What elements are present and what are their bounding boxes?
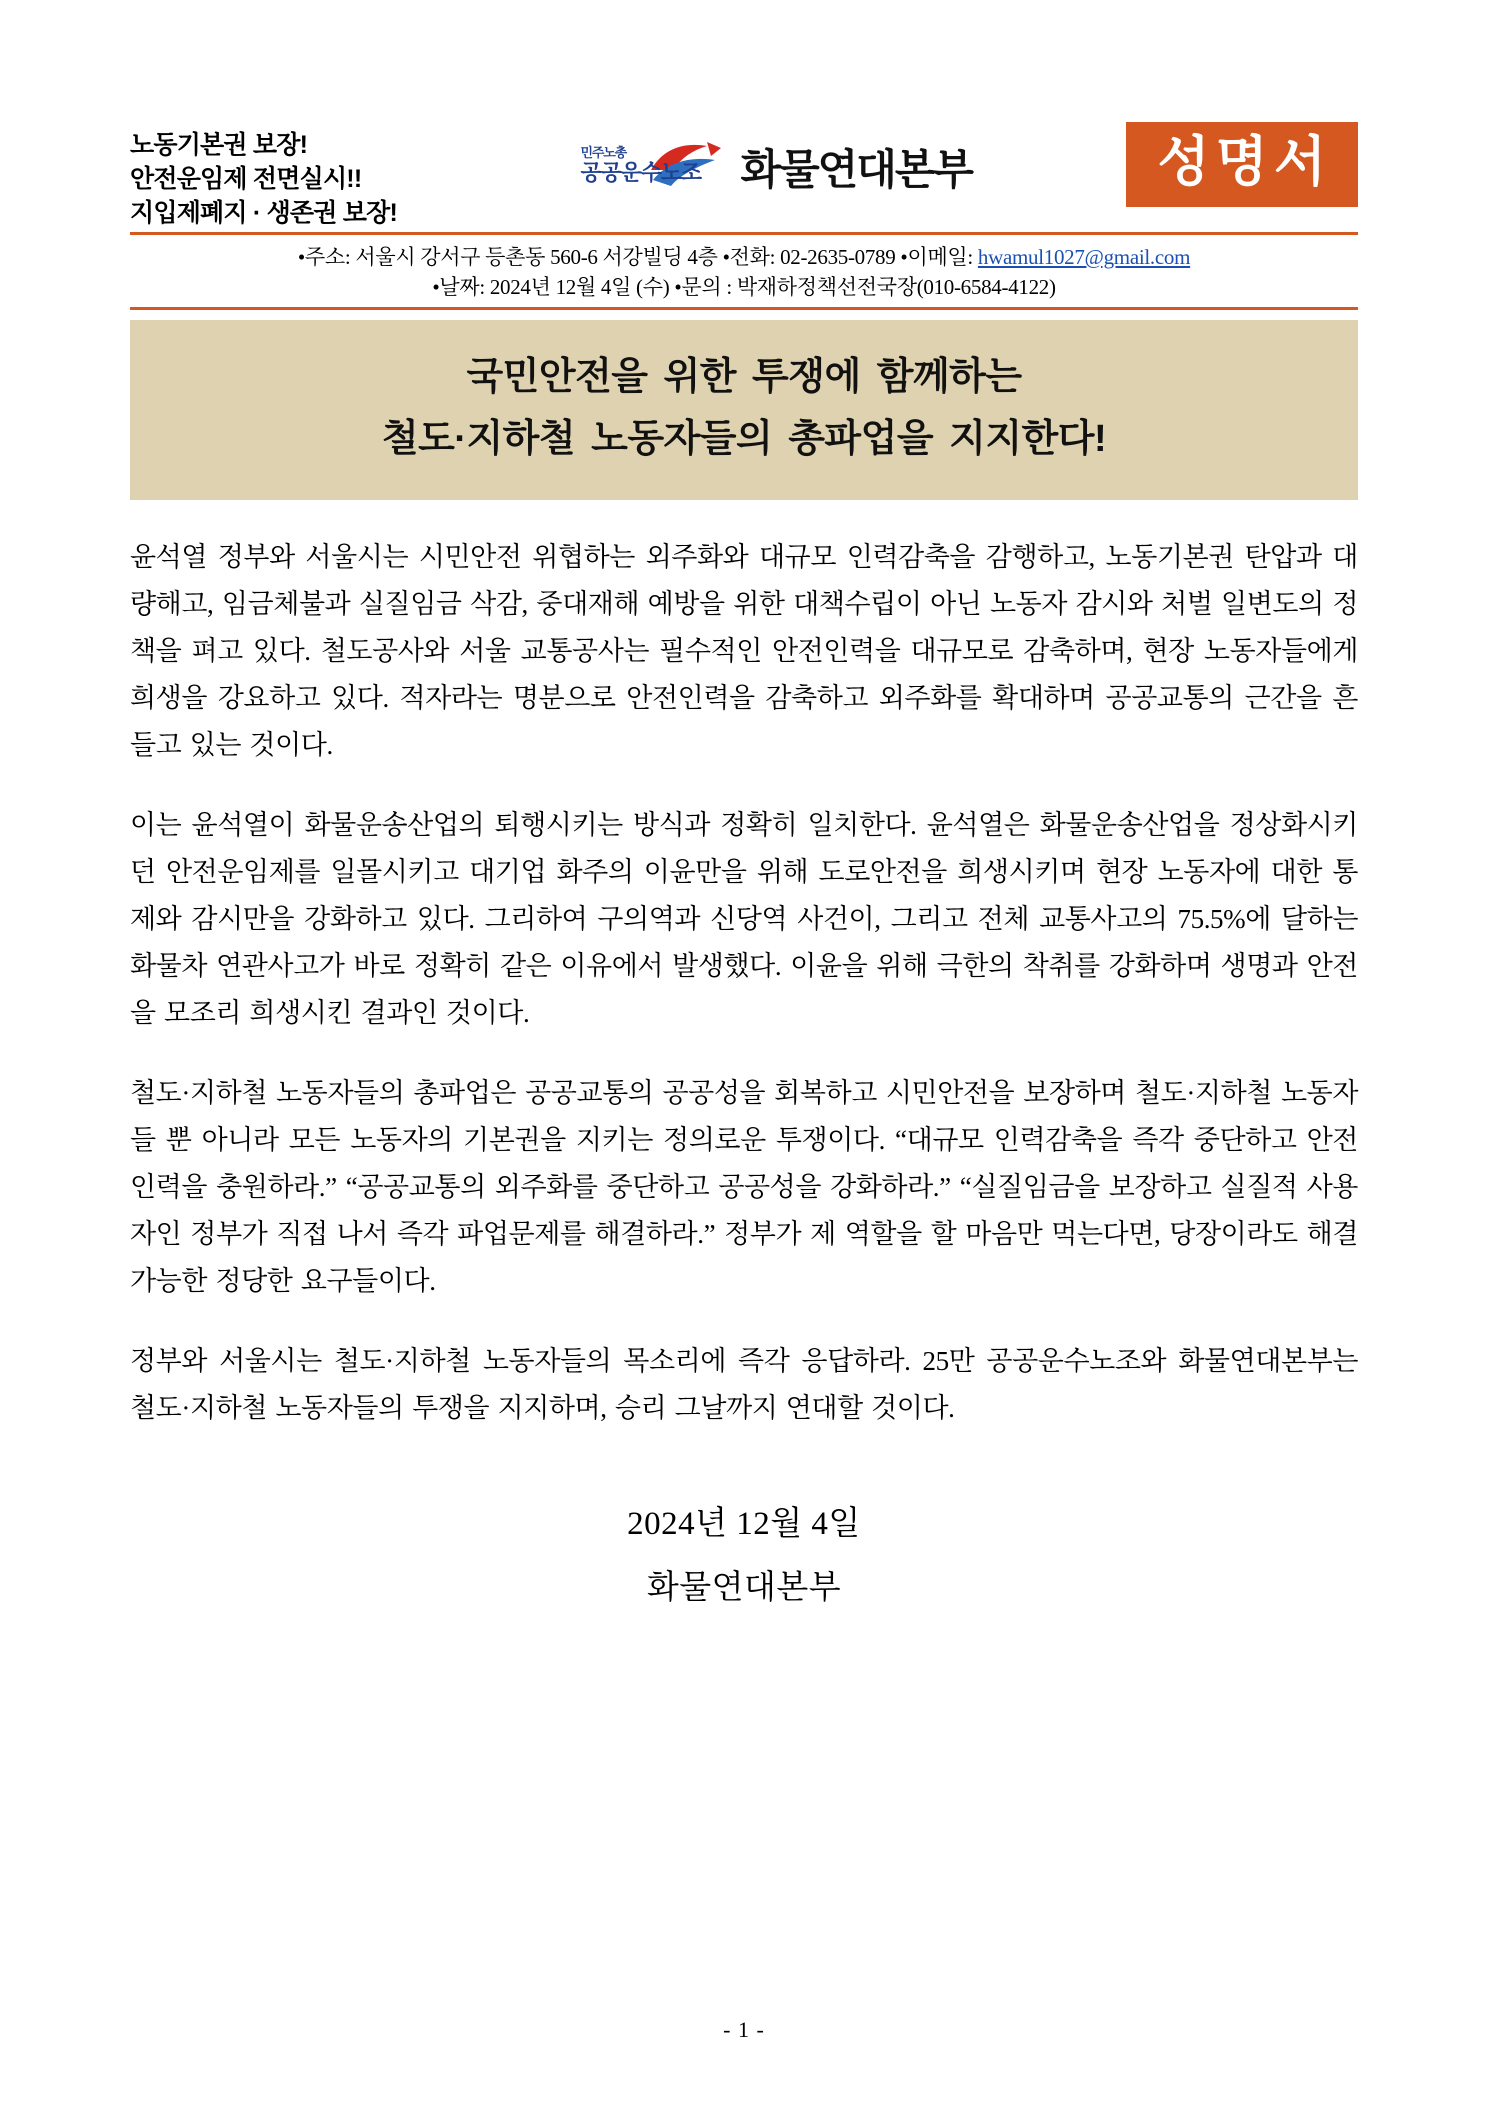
body-paragraph: 윤석열 정부와 서울시는 시민안전 위협하는 외주화와 대규모 인력감축을 감행하고, 노동기본권 탄압과 대량해고, 임금체불과 실질임금 삭감, 중대재해 예방을 위한 대책수립이 아닌 노동자 감시와 처벌 일변도의 정책을 펴고 있다. 철도공사와 서울 교통공사는 필수적인 안전인력을 대규모로 감축하며, 현장 노동자들에게 희생을 강요하고 있다. 적자라는 명분으로 안전인력을 감축하고 외주화를 확대하며 공공교통의 근간을 흔들고 있는 것이다. bbox=[130, 542, 1358, 760]
contact-address-text: •주소: 서울시 강서구 등촌동 560-6 서강빌딩 4층 •전화: 02-2635-0789 •이메일: bbox=[297, 245, 978, 269]
header-divider-bottom bbox=[130, 307, 1358, 310]
slogan-line-3: 지입제폐지 · 생존권 보장! bbox=[130, 199, 397, 227]
union-wordmark bbox=[581, 146, 701, 185]
slogan-line-2: 안전운임제 전면실시!! bbox=[130, 165, 362, 193]
body-paragraph: 이는 윤석열이 화물운송산업의 퇴행시키는 방식과 정확히 일치한다. 윤석열은 화물운송산업을 정상화시키던 안전운임제를 일몰시키고 대기업 화주의 이윤만을 위해 도로안전을 희생시키며 현장 노동자에 대한 통제와 감시만을 강화하고 있다. 그리하여 구의역과 신당역 사건이, 그리고 전체 교통사고의 75.5%에 달하는 화물차 연관사고가 바로 정확히 같은 이유에서 발생했다. 이윤을 위해 극한의 착취를 강화하며 생명과 안전을 모조리 희생시킨 결과인 것이다. bbox=[130, 810, 1358, 1028]
contact-block bbox=[130, 235, 1358, 307]
body-paragraph: 철도·지하철 노동자들의 총파업은 공공교통의 공공성을 회복하고 시민안전을 보장하며 철도·지하철 노동자들 뿐 아니라 모든 노동자의 기본권을 지키는 정의로운 투쟁이다. “대규모 인력감축을 즉각 중단하고 안전인력을 충원하라.” “공공교통의 외주화를 중단하고 공공성을 강화하라.” “실질임금을 보장하고 실질적 사용자인 정부가 직접 나서 즉각 파업문제를 해결하라.” 정부가 제 역할을 할 마음만 먹는다면, 당장이라도 해결 가능한 정당한 요구들이다. bbox=[130, 1078, 1358, 1296]
body-paragraph: 정부와 서울시는 철도·지하철 노동자들의 목소리에 즉각 응답하라. 25만 공공운수노조와 화물연대본부는 철도·지하철 노동자들의 투쟁을 지지하며, 승리 그날까지 연대할 것이다. bbox=[130, 1346, 1358, 1423]
slogan-line-1: 노동기본권 보장! bbox=[130, 131, 308, 159]
slogan-block bbox=[130, 118, 397, 230]
union-emblem-icon bbox=[581, 136, 731, 198]
page-number: - 1 - bbox=[723, 2017, 765, 2042]
union-wordmark-small: 민주노총 bbox=[580, 145, 626, 160]
signoff-organization: 화물연대본부 bbox=[646, 1570, 842, 1606]
union-wordmark-big: 공공운수노조 bbox=[580, 159, 701, 185]
title-banner bbox=[130, 320, 1358, 500]
organization-name: 화물연대본부 bbox=[740, 146, 972, 193]
contact-email-link[interactable]: hwamul1027@gmail.com bbox=[977, 245, 1191, 269]
title-line-1: 국민안전을 위한 투쟁에 함께하는 bbox=[466, 356, 1022, 398]
title-line-2: 철도·지하철 노동자들의 총파업을 지지한다! bbox=[381, 418, 1107, 460]
document-header bbox=[130, 118, 1358, 226]
contact-date-line: •날짜: 2024년 12월 4일 (수) •문의 : 박재하정책선전국장(010-6584-4122) bbox=[432, 275, 1056, 299]
contact-address-line bbox=[130, 242, 1358, 272]
document-body bbox=[130, 534, 1358, 1432]
signoff-block bbox=[130, 1492, 1358, 1620]
organization-logo bbox=[581, 118, 972, 198]
document-type-badge: 성명서 bbox=[1126, 122, 1359, 207]
signoff-date: 2024년 12월 4일 bbox=[627, 1506, 861, 1542]
